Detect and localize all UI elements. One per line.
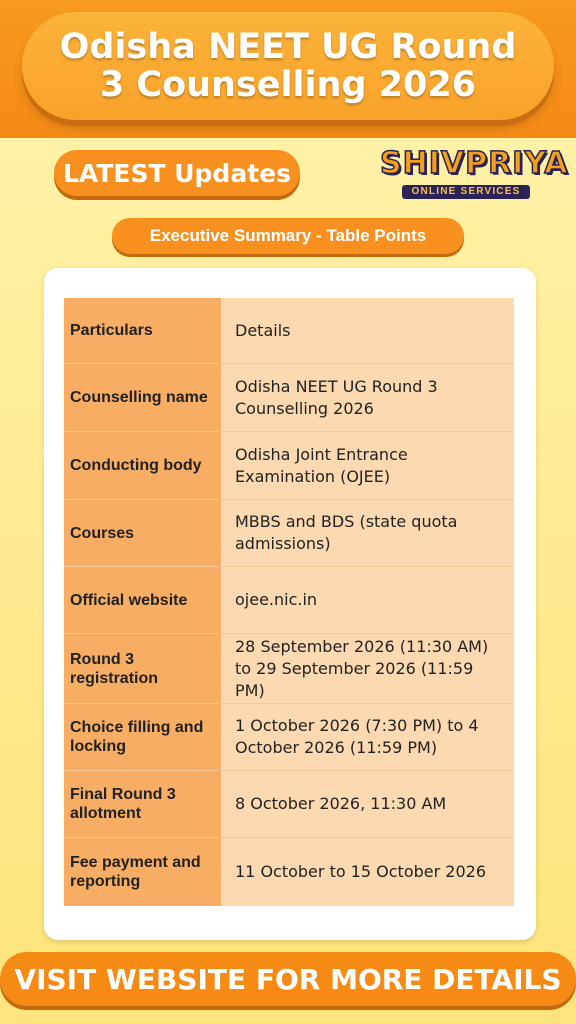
table-cell-value: 11 October to 15 October 2026	[221, 838, 514, 906]
brand-name: SHIVPRIYA	[380, 146, 569, 181]
table-cell-value: 1 October 2026 (7:30 PM) to 4 October 2026 (11:59 PM)	[221, 704, 514, 770]
table-row	[64, 634, 514, 704]
table-cell-label: Fee payment and reporting	[64, 838, 221, 906]
visit-website-label: VISIT WEBSITE FOR MORE DETAILS	[14, 962, 562, 996]
latest-updates-badge	[54, 150, 300, 196]
table-row	[64, 500, 514, 567]
table-cell-label: Courses	[64, 500, 221, 566]
table-cell-value: Odisha Joint Entrance Examination (OJEE)	[221, 432, 514, 499]
table-cell-value: 8 October 2026, 11:30 AM	[221, 771, 514, 837]
table-cell-label: Official website	[64, 567, 221, 633]
table-cell-value: MBBS and BDS (state quota admissions)	[221, 500, 514, 566]
page-title: Odisha NEET UG Round 3 Counselling 2026	[59, 27, 517, 105]
table-row	[64, 432, 514, 500]
table-row	[64, 567, 514, 634]
table-row	[64, 771, 514, 838]
table-cell-label: Final Round 3 allotment	[64, 771, 221, 837]
table-cell-value: Details	[221, 298, 514, 363]
brand-logo	[380, 146, 569, 199]
table-cell-value: 28 September 2026 (11:30 AM) to 29 September 2026 (11:59 PM)	[221, 634, 514, 703]
section-label-pill	[112, 218, 464, 254]
table-cell-label: Choice filling and locking	[64, 704, 221, 770]
brand-tagline: ONLINE SERVICES	[402, 185, 531, 199]
summary-table	[64, 298, 514, 906]
page-title-banner	[22, 12, 554, 120]
table-cell-label: Counselling name	[64, 364, 221, 431]
table-row	[64, 838, 514, 906]
table-row	[64, 704, 514, 771]
official-website-link[interactable]: ojee.nic.in	[221, 567, 514, 633]
section-label: Executive Summary - Table Points	[149, 226, 427, 245]
table-cell-value: Odisha NEET UG Round 3 Counselling 2026	[221, 364, 514, 431]
latest-updates-label: LATEST Updates	[63, 158, 291, 188]
table-cell-label: Conducting body	[64, 432, 221, 499]
visit-website-button[interactable]	[0, 952, 576, 1006]
table-cell-label: Round 3 registration	[64, 634, 221, 703]
table-row	[64, 364, 514, 432]
table-cell-label: Particulars	[64, 298, 221, 363]
table-row	[64, 298, 514, 364]
